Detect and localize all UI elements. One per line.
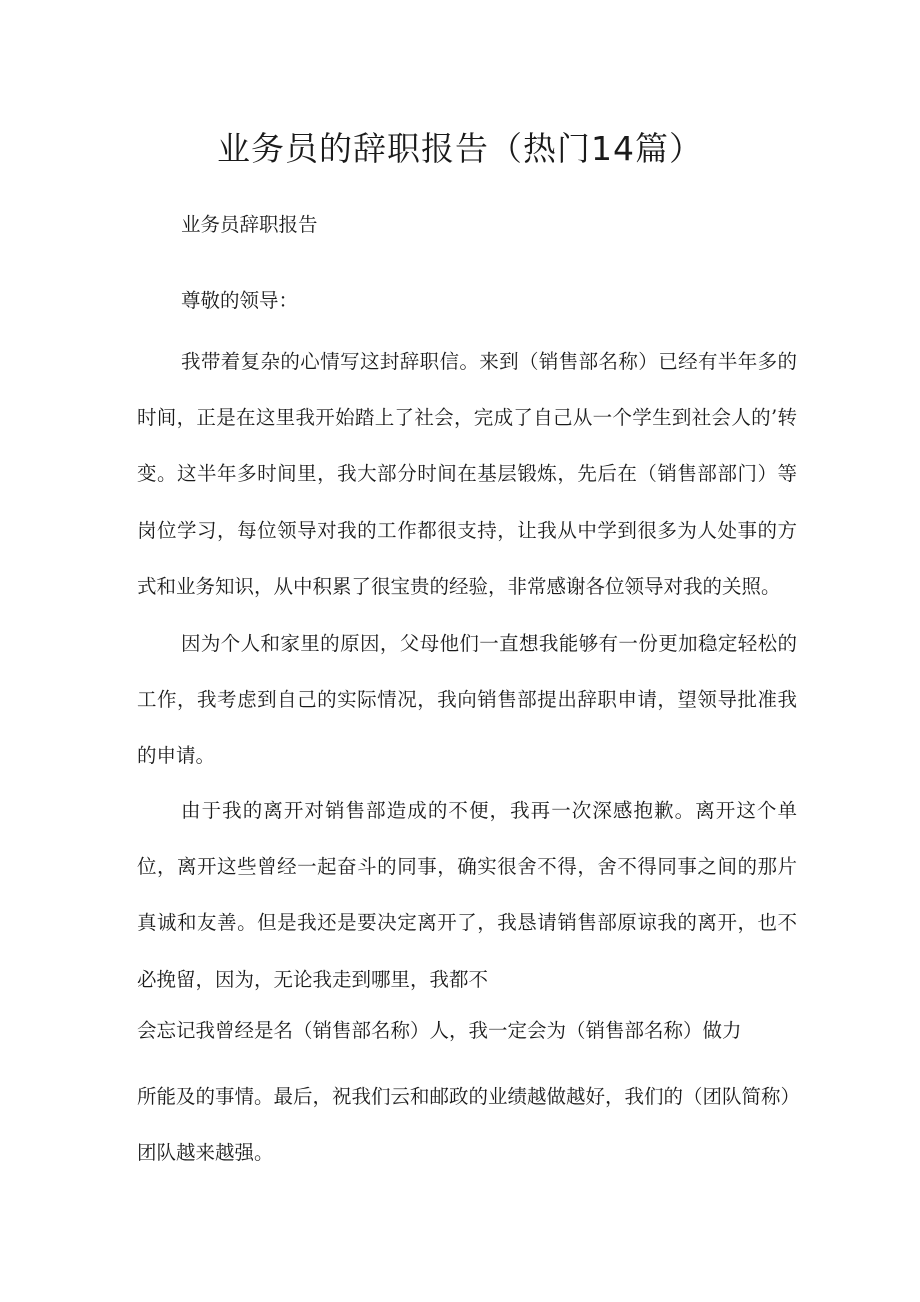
salutation: 尊敬的领导： xyxy=(181,289,299,312)
paragraph-reason: 因为个人和家里的原因，父母他们一直想我能够有一份更加稳定轻松的工作，我考虑到自己的实际情况，我向销售部提出辞职申请，望领导批准我的申请。 xyxy=(137,632,797,768)
closing-line: 会忘记我曾经是名（销售部名称）人，我一定会为（销售部名称）做力 xyxy=(137,1019,742,1042)
paragraph-apology: 由于我的离开对销售部造成的不便，我再一次深感抱歉。离开这个单位，离开这些曾经一起奋斗的同事，确实很舍不得，舍不得同事之间的那片真诚和友善。但是我还是要决定离开了，我恳请销售部原谅我的离开，也不必挽留，因为，无论我走到哪里，我都不 xyxy=(137,799,797,991)
closing-line: 团队越来越强。 xyxy=(137,1141,274,1164)
document-subtitle: 业务员辞职报告 xyxy=(181,213,318,236)
document-title: 业务员的辞职报告（热门14篇） xyxy=(217,129,703,168)
closing-line: 所能及的事情。最后，祝我们云和邮政的业绩越做越好，我们的（团队简称） xyxy=(137,1085,801,1108)
paragraph-gratitude: 我带着复杂的心情写这封辞职信。来到（销售部名称）已经有半年多的时间，正是在这里我开始踏上了社会，完成了自己从一个学生到社会人的’转变。这半年多时间里，我大部分时间在基层锻炼，先后在（销售部部门）等岗位学习，每位领导对我的工作都很支持，让我从中学到很多为人处事的方式和业务知识，从中积累了很宝贵的经验，非常感谢各位领导对我的关照。 xyxy=(137,350,797,598)
